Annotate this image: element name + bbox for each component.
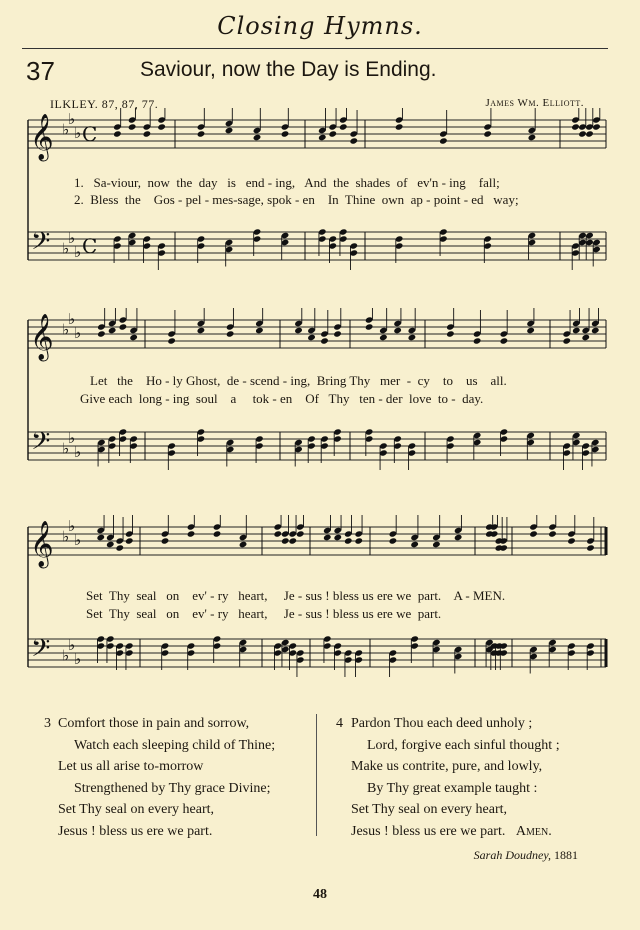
note-head xyxy=(500,337,509,344)
system1-verse1-lyrics: 1. Sa-viour, now the day is end - ing, And the shades of ev'n - ing fall; xyxy=(74,175,500,190)
note-head xyxy=(567,537,576,544)
note-head xyxy=(253,134,262,141)
hymn-title: Saviour, now the Day is Ending. xyxy=(140,58,437,81)
note-head xyxy=(307,334,316,341)
note-head xyxy=(115,544,124,551)
note-head xyxy=(213,530,222,537)
common-time-icon: C xyxy=(82,122,98,146)
system1-verse2-lyrics: 2. Bless the Gos - pel - mes-sage, spok - en In Thine own ap - point - ed way; xyxy=(74,192,519,207)
flat-icon: ♭ xyxy=(62,239,70,258)
note-head xyxy=(395,123,404,130)
note-head xyxy=(187,530,196,537)
note-head xyxy=(281,537,290,544)
note-head xyxy=(339,123,348,130)
flat-icon: ♭ xyxy=(68,229,76,247)
note-head xyxy=(96,534,105,541)
note-head xyxy=(393,327,402,334)
note-head xyxy=(113,130,122,137)
note-head xyxy=(333,534,342,541)
verse-divider xyxy=(316,714,317,836)
tune-name: ILKLEY. 87, 87, 77. xyxy=(50,97,159,111)
verse-3 xyxy=(58,713,275,842)
flat-icon: ♭ xyxy=(68,636,76,654)
treble-clef-icon: 𝄞 xyxy=(30,521,54,567)
note-head xyxy=(446,330,455,337)
system2-verse2-lyrics: Give each long - ing soul a tok - en Of Thy ten - der love to - day. xyxy=(80,391,484,406)
treble-clef-icon: 𝄞 xyxy=(30,314,54,360)
note-head xyxy=(318,134,327,141)
note-head xyxy=(129,334,138,341)
note-head xyxy=(296,530,305,537)
flat-icon: ♭ xyxy=(74,443,82,461)
note-head xyxy=(97,330,106,337)
amen: Amen. xyxy=(515,823,552,839)
note-head xyxy=(349,137,358,144)
note-head xyxy=(379,334,388,341)
note-head xyxy=(354,537,363,544)
header-rule xyxy=(22,48,608,49)
note-head xyxy=(439,137,448,144)
flat-icon: ♭ xyxy=(74,650,82,668)
verse-3-line: Watch each sleeping child of Thine; xyxy=(74,737,276,753)
note-head xyxy=(333,330,342,337)
verse-4-line: By Thy great example taught : xyxy=(367,780,538,796)
note-head xyxy=(365,323,374,330)
flat-icon: ♭ xyxy=(68,310,76,328)
verse-4-line: Set Thy seal on every heart, xyxy=(351,802,508,817)
verse-4-line xyxy=(351,821,560,843)
note-head xyxy=(581,334,590,341)
verse-4-number: 4 xyxy=(336,716,343,731)
verse-3-number: 3 xyxy=(44,716,51,731)
common-time-icon: C xyxy=(82,234,98,258)
note-head xyxy=(586,544,595,551)
note-head xyxy=(119,323,128,330)
note-head xyxy=(572,327,581,334)
note-head xyxy=(239,541,248,548)
note-head xyxy=(408,334,417,341)
flat-icon: ♭ xyxy=(74,243,82,261)
note-head xyxy=(161,537,170,544)
verse-3-line: Jesus ! bless us ere we part. xyxy=(58,823,213,839)
note-head xyxy=(454,534,463,541)
page-number: 48 xyxy=(313,887,327,902)
note-head xyxy=(473,337,482,344)
note-head xyxy=(389,537,398,544)
flat-icon: ♭ xyxy=(68,517,76,535)
treble-staff xyxy=(28,517,606,569)
bass-staff xyxy=(28,634,606,669)
note-head xyxy=(167,337,176,344)
note-head xyxy=(128,123,137,130)
note-head xyxy=(483,130,492,137)
note-head xyxy=(562,337,571,344)
note-head xyxy=(528,134,537,141)
note-head xyxy=(592,123,601,130)
flat-icon: ♭ xyxy=(62,320,70,339)
flat-icon: ♭ xyxy=(62,646,70,665)
note-head xyxy=(197,327,206,334)
verse-4-line: Make us contrite, pure, and lowly, xyxy=(351,759,543,774)
flat-icon: ♭ xyxy=(74,124,82,142)
flat-icon: ♭ xyxy=(68,429,76,447)
composer: James Wm. Elliott. xyxy=(485,97,584,109)
note-head xyxy=(106,541,115,548)
system2-verse1-lyrics: Let the Ho - ly Ghost, de - scend - ing, Bring Thy mer - cy to us all. xyxy=(90,373,507,388)
bass-clef-icon: 𝄢 xyxy=(31,227,51,262)
note-head xyxy=(197,130,206,137)
note-head xyxy=(288,537,297,544)
note-head xyxy=(125,537,134,544)
note-head xyxy=(255,327,264,334)
note-head xyxy=(410,541,419,548)
treble-staff xyxy=(28,310,606,362)
note-head xyxy=(273,530,282,537)
author-credit xyxy=(474,848,578,863)
note-head xyxy=(320,337,329,344)
flat-icon: ♭ xyxy=(74,531,82,549)
note-head xyxy=(157,123,166,130)
verse-3-line: Set Thy seal on every heart, xyxy=(58,802,215,817)
verse-3-line: Let us all arise to-morrow xyxy=(58,759,204,774)
system3-verse2-lyrics: Set Thy seal on ev' - ry heart, Je - sus ! bless us ere we part. xyxy=(86,606,442,621)
author-year: 1881 xyxy=(554,848,578,862)
note-head xyxy=(226,330,235,337)
note-head xyxy=(281,130,290,137)
note-head xyxy=(591,327,600,334)
treble-clef-icon: 𝄞 xyxy=(30,114,54,160)
author-name: Sarah Doudney, xyxy=(473,848,551,862)
note-head xyxy=(344,537,353,544)
verse-3-line: Strengthened by Thy grace Divine; xyxy=(74,780,271,796)
flat-icon: ♭ xyxy=(62,439,70,458)
note-head xyxy=(294,327,303,334)
note-head xyxy=(578,130,587,137)
verse-4-line: Pardon Thou each deed unholy ; xyxy=(351,716,533,731)
flat-icon: ♭ xyxy=(62,120,70,139)
note-head xyxy=(225,127,234,134)
system3-verse1-lyrics: Set Thy seal on ev' - ry heart, Je - sus ! bless us ere we part. A - MEN. xyxy=(86,588,506,603)
note-head xyxy=(328,130,337,137)
bass-staff xyxy=(28,227,606,262)
note-head xyxy=(571,123,580,130)
flat-icon: ♭ xyxy=(62,527,70,546)
note-head xyxy=(432,541,441,548)
section-title: Closing Hymns. xyxy=(217,12,423,40)
bass-clef-icon: 𝄢 xyxy=(31,427,51,462)
verse-4-line: Lord, forgive each sinful thought ; xyxy=(367,737,560,753)
hymn-number: 37 xyxy=(26,56,55,86)
note-head xyxy=(143,130,152,137)
verse-4 xyxy=(351,713,560,842)
note-head xyxy=(529,530,538,537)
note-head xyxy=(323,534,332,541)
verse-4-last-line: Jesus ! bless us ere we part. xyxy=(351,823,506,839)
note-head xyxy=(526,327,535,334)
note-head xyxy=(108,327,117,334)
note-head xyxy=(585,130,594,137)
verse-3-line: Comfort those in pain and sorrow, xyxy=(58,716,250,731)
bass-clef-icon: 𝄢 xyxy=(31,634,51,669)
flat-icon: ♭ xyxy=(74,324,82,342)
flat-icon: ♭ xyxy=(68,110,76,128)
note-head xyxy=(548,530,557,537)
